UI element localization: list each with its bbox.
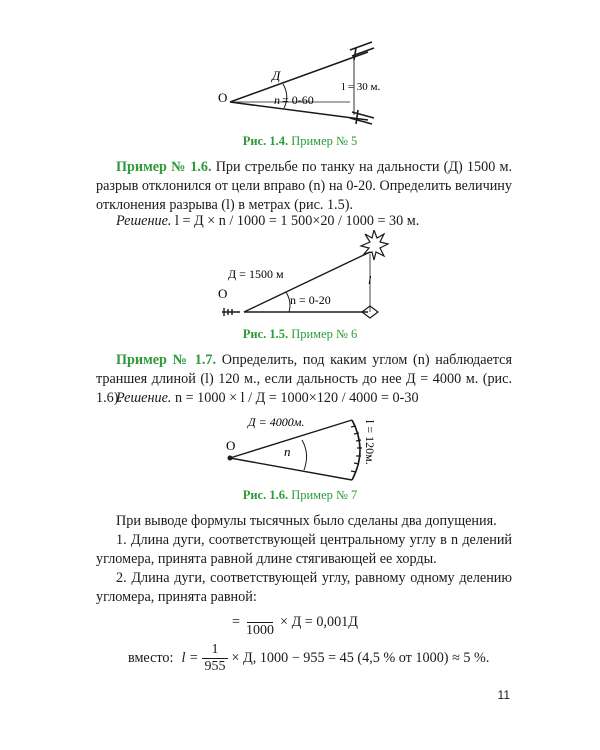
example-1-7-label: Пример № 1.7. [116, 352, 217, 368]
example-1-7-solution-label: Решение. [116, 390, 172, 406]
example-1-6-solution-label: Решение. [116, 213, 172, 229]
fig15-l: l [368, 273, 372, 287]
fig16-caption-text: Пример № 7 [291, 488, 358, 502]
fig15-O: О [218, 286, 228, 301]
fig16-ray-lower [230, 458, 352, 480]
formula-2 [128, 642, 489, 675]
formula2-fraction [202, 642, 229, 675]
fig14-n-value: = 0-60 [282, 93, 314, 107]
body-paragraph-1: При выводе формулы тысячных было сделаны два допущения. [116, 513, 497, 529]
formula1-denominator: 1000 [246, 623, 275, 638]
fig14-D: Д [272, 68, 281, 83]
formula-1 [232, 606, 358, 639]
fig14-O: О [218, 90, 228, 105]
formula1-eq: = [232, 614, 241, 630]
fig15-gun [222, 308, 240, 316]
formula1-fraction [243, 606, 277, 639]
example-1-7-text: Определить, под каким углом (n) наблюдается траншея длиной (l) 120 м., если дальность до нее Д = 4000 м. (рис. 1.6). [96, 352, 512, 406]
example-1-6-label: Пример № 1.6. [116, 159, 212, 175]
fig14-n: n [274, 93, 280, 107]
body-paragraph-3: 2. Длина дуги, соответствующей углу, равному одному делению угломера, принята равной: [96, 570, 512, 605]
figure-1-5 [210, 230, 400, 320]
example-1-6 [96, 158, 512, 215]
fig15-D-label: Д = 1500 м [228, 267, 284, 281]
formula2-rest: × Д, 1000 − 955 = 45 (4,5 % от 1000) ≈ 5 %. [231, 650, 490, 666]
formula2-numerator: 1 [202, 642, 228, 659]
fig14-burst-bottom [350, 110, 374, 124]
formula1-rest: × Д = 0,001Д [280, 614, 358, 630]
fig16-D-label: Д = 4000м. [248, 415, 305, 429]
figure-1-4-caption [0, 134, 600, 149]
fig16-origin-point [228, 456, 233, 461]
fig14-l-label: l = 30 м. [342, 81, 381, 93]
example-1-6-solution [96, 212, 512, 231]
fig16-n: n [284, 444, 291, 459]
figure-1-5-caption [0, 327, 600, 342]
page-number: 11 [497, 688, 510, 702]
fig16-O: О [226, 438, 236, 453]
fig16-angle-arc [302, 440, 307, 470]
fig15-n-label: n = 0-20 [290, 293, 331, 307]
formula2-denominator: 955 [204, 659, 226, 674]
example-1-6-solution-text: l = Д × n / 1000 = 1 500×20 / 1000 = 30 м. [174, 213, 420, 229]
body-paragraph-2: 1. Длина дуги, соответствующей центральному углу в n делений угломера, принята равной длине стягивающей ее хорды. [96, 532, 512, 567]
fig15-caption-num: Рис. 1.5. [242, 327, 289, 341]
formula2-prefix: вместо: [128, 650, 174, 666]
formula1-numerator [247, 606, 273, 623]
figure-1-6 [218, 408, 398, 488]
fig15-caption-text: Пример № 6 [291, 327, 358, 341]
example-1-6-text: При стрельбе по танку на дальности (Д) 1500 м. разрыв отклонился от цели вправо (n) на 0-20. Определить величину отклонения разрыва (l) в метрах (рис. 1.5). [96, 159, 512, 213]
fig16-l-label: l = 120м. [363, 420, 377, 465]
example-1-7-solution [96, 389, 512, 408]
fig14-caption-num: Рис. 1.4. [242, 134, 289, 148]
example-1-7-solution-text: n = 1000 × l / Д = 1000×120 / 4000 = 0-30 [174, 390, 419, 406]
fig14-caption-text: Пример № 5 [291, 134, 358, 148]
formula2-l-eq: l = [181, 650, 199, 666]
figure-1-4 [200, 40, 400, 130]
figure-1-6-caption [0, 488, 600, 503]
fig15-burst [361, 230, 388, 260]
fig16-caption-num: Рис. 1.6. [242, 488, 289, 502]
